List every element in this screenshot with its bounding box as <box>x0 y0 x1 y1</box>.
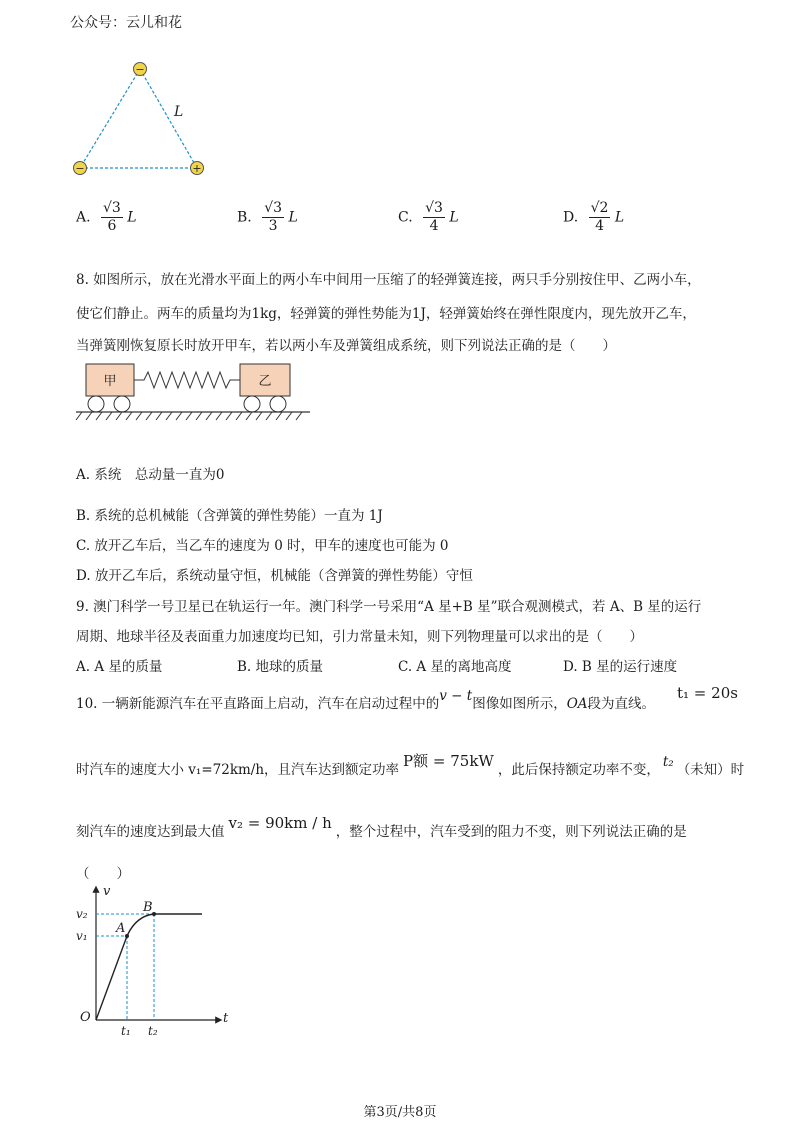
point-a-label: A <box>116 921 126 936</box>
q10-text: 段为直线。 <box>587 696 656 712</box>
q9-stem-line-1: 9. 澳门科学一号卫星已在轨运行一年。澳门科学一号采用“A 星+B 星”联合观测模式，若 A、B 星的运行 <box>76 599 702 615</box>
option-letter: D. <box>563 209 579 226</box>
vt-graph <box>70 880 250 1040</box>
vt-curve <box>96 914 202 1020</box>
q9-stem-line-2: 周期、地球半径及表面重力加速度均已知，引力常量未知，则下列物理量可以求出的是（ ） <box>76 629 643 645</box>
q8-stem-line-2: 使它们静止。两车的质量均为1kg，轻弹簧的弹性势能为1J，轻弹簧始终在弹性限度内，现先放开乙车， <box>76 306 696 322</box>
q10-stem-line-3 <box>76 814 687 840</box>
top-charge-sign: − <box>135 63 145 76</box>
q10-v2-value: v₂ = 90km / h <box>228 814 332 832</box>
q10-text: 刻汽车的速度达到最大值 <box>76 824 225 840</box>
q7-option-d[interactable] <box>563 200 624 235</box>
q10-answer-blank: （ ） <box>76 866 130 882</box>
cart-right-label: 乙 <box>258 374 272 389</box>
left-charge-sign: − <box>75 162 85 175</box>
t-axis-label: t <box>223 1011 229 1026</box>
option-letter: B. <box>237 209 252 226</box>
cart-left-label: 甲 <box>103 374 117 389</box>
right-charge-sign: + <box>192 162 202 175</box>
wheel-icon <box>244 396 260 412</box>
q9-option-a[interactable]: A. A 星的质量 <box>76 659 163 675</box>
q8-option-c[interactable]: C. 放开乙车后，当乙车的速度为 0 时，甲车的速度也可能为 0 <box>76 538 449 554</box>
q9-option-c[interactable]: C. A 星的离地高度 <box>398 659 512 675</box>
q10-text: 图像如图所示， <box>472 696 567 712</box>
option-variable: L <box>614 209 625 226</box>
q7-option-c[interactable] <box>398 200 459 235</box>
q8-option-a[interactable]: A. 系统 总动量一直为0 <box>76 467 225 483</box>
charge-triangle-figure <box>66 56 216 182</box>
q10-text: ，此后保持额定功率不变， <box>497 762 660 778</box>
q7-option-b[interactable] <box>237 200 298 235</box>
option-letter: C. <box>398 209 413 226</box>
q10-oa-symbol: OA <box>566 696 588 712</box>
carts-spring-figure <box>74 358 314 424</box>
q10-text: （未知）时 <box>676 762 745 778</box>
q9-option-d[interactable]: D. B 星的运行速度 <box>563 659 678 675</box>
option-numerator: √3 <box>425 200 443 216</box>
origin-label: O <box>80 1010 91 1025</box>
q10-t2-symbol: t₂ <box>662 754 674 770</box>
q8-stem-line-3: 当弹簧刚恢复原长时放开甲车，若以两小车及弹簧组成系统，则下列说法正确的是（ ） <box>76 338 616 354</box>
option-denominator: 3 <box>268 218 278 234</box>
side-length-label: L <box>174 104 184 120</box>
option-numerator: √3 <box>103 200 121 216</box>
q9-option-b[interactable]: B. 地球的质量 <box>237 659 324 675</box>
t1-label: t₁ <box>121 1024 131 1038</box>
ground-hatching <box>76 412 302 420</box>
q10-text: ，整个过程中，汽车受到的阻力不变，则下列说法正确的是 <box>335 824 687 840</box>
q8-option-b[interactable]: B. 系统的总机械能（含弹簧的弹性势能）一直为 1J <box>76 508 383 524</box>
wheel-icon <box>88 396 104 412</box>
point-a-marker <box>125 934 129 938</box>
q10-stem-line-2 <box>76 752 745 779</box>
option-denominator: 4 <box>429 218 439 234</box>
point-b-marker <box>152 912 156 916</box>
option-numerator: √3 <box>264 200 283 216</box>
option-denominator: 4 <box>595 218 605 234</box>
triangle-side-left <box>80 69 140 168</box>
wheel-icon <box>114 396 130 412</box>
q10-text: 时汽车的速度大小 v₁=72km/h，且汽车达到额定功率 <box>76 762 400 778</box>
option-denominator: 6 <box>107 218 117 234</box>
q10-text: 10. 一辆新能源汽车在平直路面上启动，汽车在启动过程中的 <box>76 696 440 712</box>
t2-label: t₂ <box>148 1024 158 1038</box>
option-variable: L <box>127 209 137 226</box>
v1-label: v₁ <box>76 929 88 943</box>
header-source: 公众号：云儿和花 <box>70 15 182 31</box>
point-b-label: B <box>143 900 153 915</box>
option-letter: A. <box>76 209 91 226</box>
option-numerator: √2 <box>590 200 609 216</box>
v-axis-label: v <box>103 884 111 899</box>
q8-stem-line-1: 8. 如图所示，放在光滑水平面上的两小车中间用一压缩了的轻弹簧连接，两只手分别按住甲、乙两小车， <box>76 272 701 288</box>
v2-label: v₂ <box>76 907 88 921</box>
q7-option-a[interactable] <box>76 200 137 235</box>
q10-vt-symbol: v − t <box>439 688 473 704</box>
q10-stem-line-1 <box>76 688 656 712</box>
page-number: 第3页/共8页 <box>363 1105 437 1120</box>
q10-t1-value: t₁ = 20s <box>677 684 738 702</box>
q10-power-value: P额 = 75kW <box>403 752 494 770</box>
option-variable: L <box>288 209 298 226</box>
triangle-side-right <box>140 69 197 168</box>
q8-option-d[interactable]: D. 放开乙车后，系统动量守恒，机械能（含弹簧的弹性势能）守恒 <box>76 568 473 584</box>
option-variable: L <box>449 209 459 226</box>
wheel-icon <box>270 396 286 412</box>
spring <box>134 372 240 388</box>
